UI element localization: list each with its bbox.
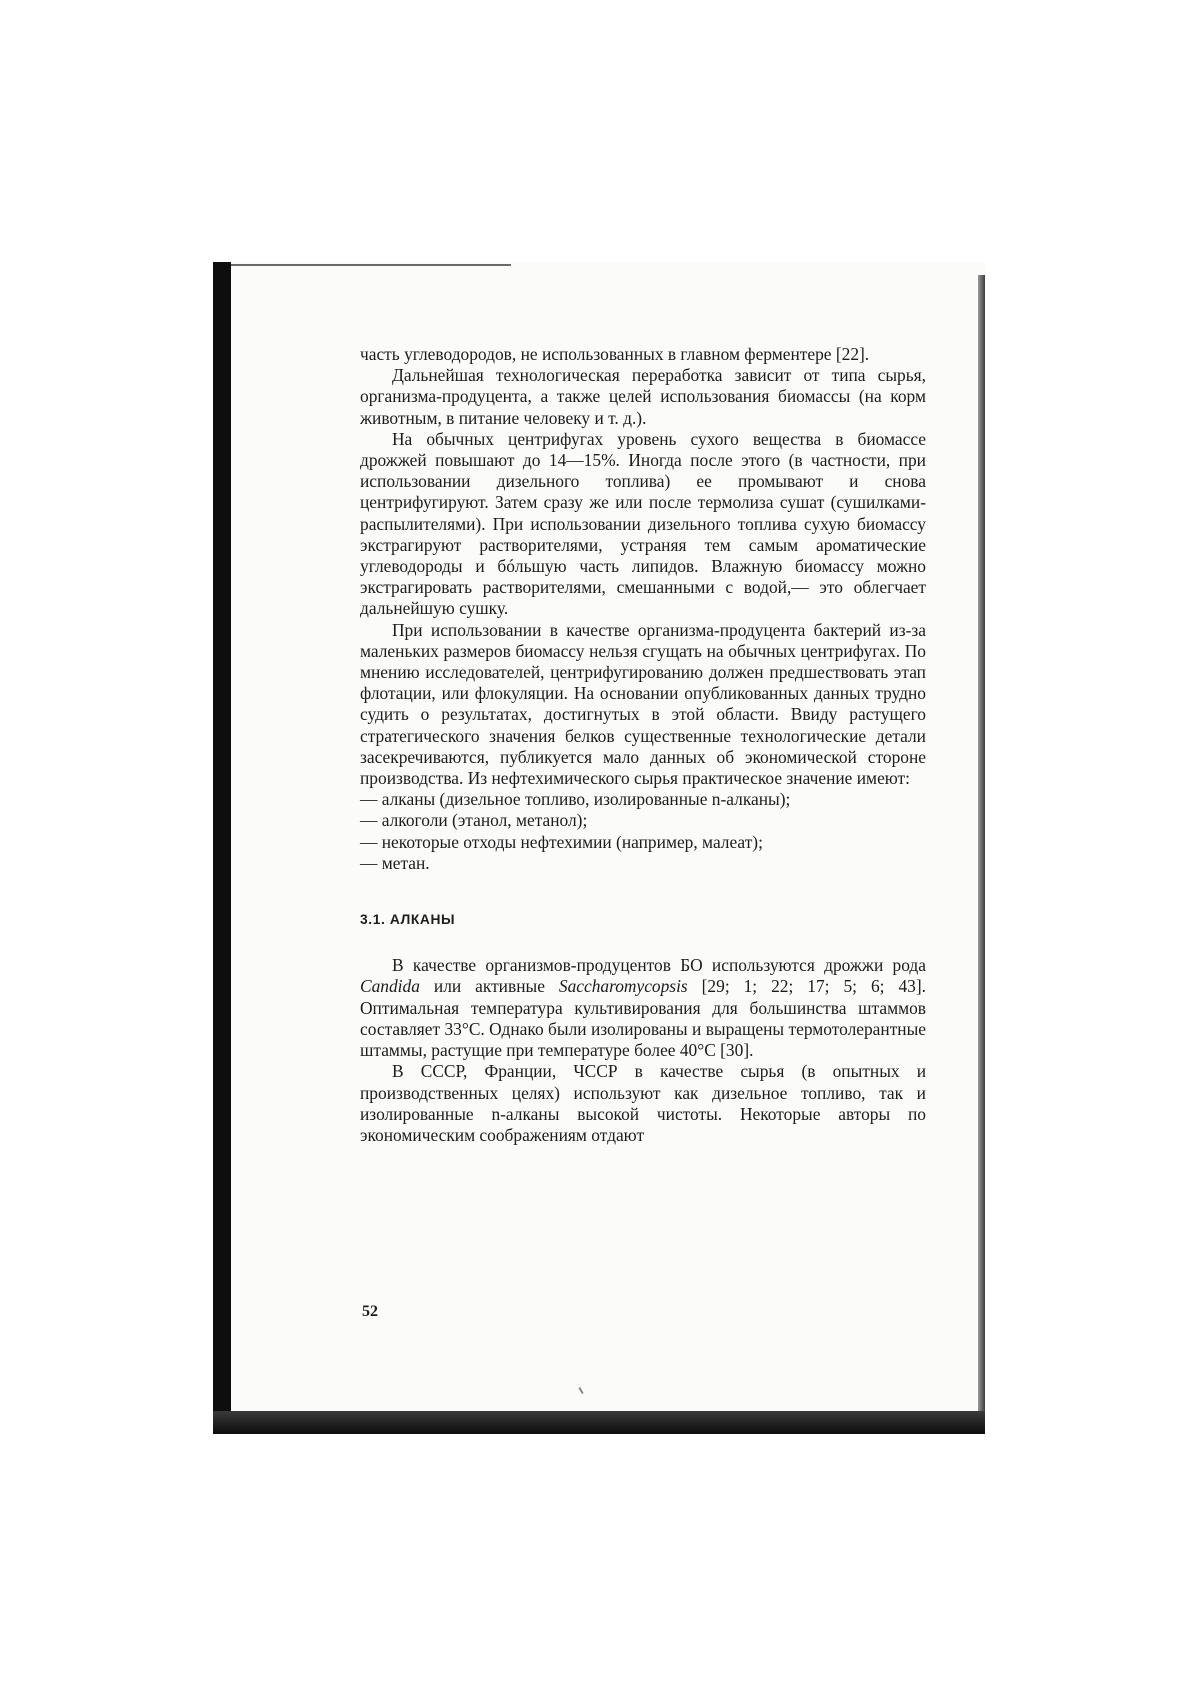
list-item: — некоторые отходы нефтехимии (например, малеат);: [360, 831, 763, 852]
paragraph-1: часть углеводородов, не использованных в главном ферментере [22].: [360, 344, 870, 364]
paragraph-3: На обычных центрифугах уровень сухого вещества в биомассе дрожжей повышают до 14—15%. Иногда после этого (в частности, при использовании дизельного топлива) ее промывают и снова центрифугируют. Затем сразу же или после термолиза сушат (сушилками-распылителями). При использовании дизельного топлива сухую биомассу экстрагируют растворителями, устраняя тем самым ароматические углеводороды и бóльшую часть липидов. Влажную биомассу можно экстрагировать растворителями, смешанными с водой,— это облегчает дальнейшую сушку.: [360, 428, 926, 619]
list-item: — метан.: [360, 852, 430, 873]
scan-shadow-right: [978, 275, 985, 1434]
paragraph-2: Дальнейшая технологическая переработка зависит от типа сырья, организма-продуцента, а также целей использования биомассы (на корм животным, в питание человеку и т. д.).: [360, 365, 926, 428]
list-item: — алкоголи (этанол, метанол);: [360, 810, 588, 831]
paragraph-5-text: или активные: [419, 976, 559, 997]
paragraph-5: [360, 955, 926, 1061]
genus-saccharomycopsis: Saccharomycopsis: [558, 976, 688, 997]
list-item: — алканы (дизельное топливо, изолированные n-алканы);: [360, 789, 791, 810]
paragraph-4: При использовании в качестве организма-продуцента бактерий из-за маленьких размеров биомассу нельзя сгущать на обычных центрифугах. По мнению исследователей, центрифугированию должен предшествовать этап флотации, или флокуляции. На основании опубликованных данных трудно судить о результатах, достигнутых в этой области. Ввиду растущего стратегического значения белков существенные технологические детали засекречиваются, публикуется мало данных об экономической стороне производства. Из нефтехимического сырья практическое значение имеют:: [360, 619, 926, 789]
genus-candida: Candida: [360, 976, 420, 997]
scan-shadow-bottom: [213, 1411, 985, 1434]
scan-shadow-left: [213, 262, 231, 1434]
paragraph-6: В СССР, Франции, ЧССР в качестве сырья (в опытных и производственных целях) используют как дизельное топливо, так и изолированные n-алканы высокой чистоты. Некоторые авторы по экономическим соображениям отдают: [360, 1061, 926, 1145]
paragraph-5-text: В качестве организмов-продуцентов БО используются дрожжи рода: [392, 955, 926, 976]
section-heading: 3.1. АЛКАНЫ: [360, 912, 456, 928]
page-body: [360, 344, 926, 1146]
raw-material-list: [360, 789, 926, 874]
page-number: 52: [362, 1303, 378, 1320]
paragraph-5-text: [29; 1; 22; 17; 5; 6; 43]. Оптимальная температура культивирования для большинства штаммов составляет 33°С. Однако были изолированы и выращены термотолерантные штаммы, растущие при температуре более 40°С [30].: [360, 976, 926, 1061]
scan-shadow-top: [231, 264, 511, 266]
